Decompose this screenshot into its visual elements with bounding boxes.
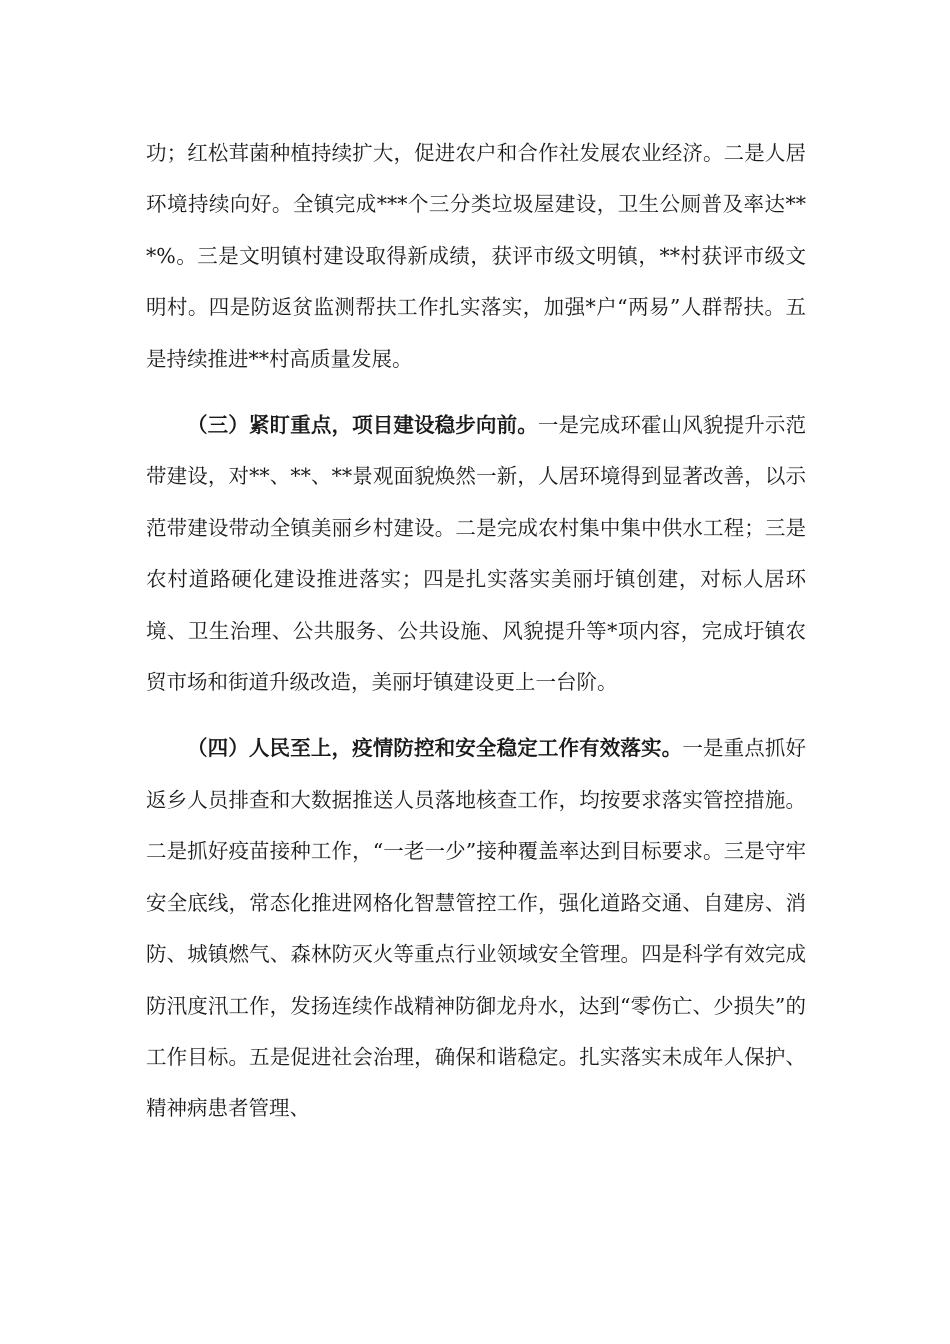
document-body <box>146 128 806 1135</box>
paragraph-text: 功；红松茸菌种植持续扩大，促进农户和合作社发展农业经济。二是人居环境持续向好。全镇完成***个三分类垃圾屋建设，卫生公厕普及率达***%。三是文明镇村建设取得新成绩，获评市级文明镇，**村获评市级文明村。四是防返贫监测帮扶工作扎实落实，加强*户“两易”人群帮扶。五是持续推进**村高质量发展。 <box>146 141 806 371</box>
paragraph-section-four <box>146 723 806 1134</box>
paragraph-section-three <box>146 400 806 708</box>
section-heading-four: （四）人民至上，疫情防控和安全稳定工作有效落实。 <box>187 736 683 761</box>
paragraph-continuation <box>146 128 806 385</box>
paragraph-text: 一是重点抓好返乡人员排查和大数据推送人员落地核查工作，均按要求落实管控措施。二是抓好疫苗接种工作，“一老一少”接种覆盖率达到目标要求。三是守牢安全底线，常态化推进网格化智慧管控工作，强化道路交通、自建房、消防、城镇燃气、森林防灭火等重点行业领域安全管理。四是科学有效完成防汛度汛工作，发扬连续作战精神防御龙舟水，达到“零伤亡、少损失”的工作目标。五是促进社会治理，确保和谐稳定。扎实落实未成年人保护、精神病患者管理、 <box>146 736 807 1121</box>
section-heading-three: （三）紧盯重点，项目建设稳步向前。 <box>187 413 538 438</box>
paragraph-text: 一是完成环霍山风貌提升示范带建设，对**、**、**景观面貌焕然一新，人居环境得到显著改善，以示范带建设带动全镇美丽乡村建设。二是完成农村集中集中供水工程；三是农村道路硬化建设推进落实；四是扎实落实美丽圩镇创建，对标人居环境、卫生治理、公共服务、公共设施、风貌提升等*项内容，完成圩镇农贸市场和街道升级改造，美丽圩镇建设更上一台阶。 <box>146 413 806 695</box>
